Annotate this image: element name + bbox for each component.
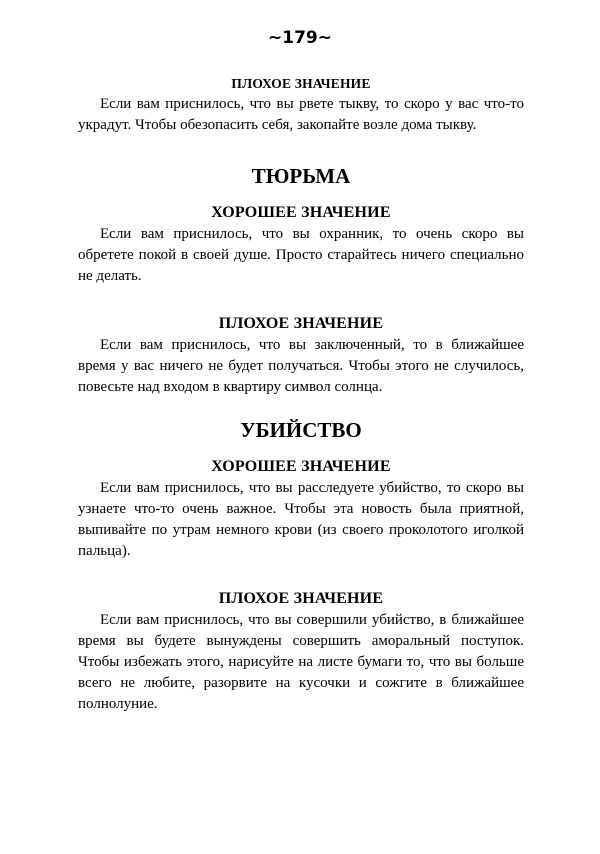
intro-bad-heading: ПЛОХОЕ ЗНАЧЕНИЕ (231, 76, 371, 91)
page-number: ~179~ (268, 28, 332, 48)
prison-good-heading: ХОРОШЕЕ ЗНАЧЕНИЕ (211, 204, 391, 221)
prison-good-paragraph: Если вам приснилось, что вы охранник, то очень скоро вы обретете покой в своей душе. Просто старайтесь ничего специально не делать. (78, 226, 524, 284)
prison-bad-paragraph: Если вам приснилось, что вы заключенный, то в ближайшее время у вас ничего не будет получаться. Чтобы этого не случилось, повесьте над входом в квартиру символ солнца. (78, 337, 524, 395)
murder-heading: УБИЙСТВО (240, 418, 362, 442)
murder-good-paragraph: Если вам приснилось, что вы расследуете убийство, то скоро вы узнаете что-то очень важное. Чтобы эта новость была приятной, выпивайте по утрам немного крови (из своего проколотого иголкой пальца). (78, 480, 524, 559)
intro-bad-paragraph: Если вам приснилось, что вы рвете тыкву, то скоро у вас что-то украдут. Чтобы обезопасить себя, закопайте возле дома тыкву. (78, 96, 524, 133)
prison-heading: ТЮРЬМА (251, 164, 351, 188)
prison-bad-heading: ПЛОХОЕ ЗНАЧЕНИЕ (218, 315, 384, 332)
murder-bad-paragraph: Если вам приснилось, что вы совершили убийство, в ближайшее время вы будете вынуждены совершить аморальный поступок. Чтобы избежать этого, нарисуйте на листе бумаги то, что вы больше всего не любите, разорвите на кусочки и сожгите в ближайшее полнолуние. (78, 612, 524, 712)
page-content (78, 74, 524, 715)
murder-bad-heading: ПЛОХОЕ ЗНАЧЕНИЕ (218, 590, 384, 607)
murder-good-heading: ХОРОШЕЕ ЗНАЧЕНИЕ (211, 458, 391, 475)
